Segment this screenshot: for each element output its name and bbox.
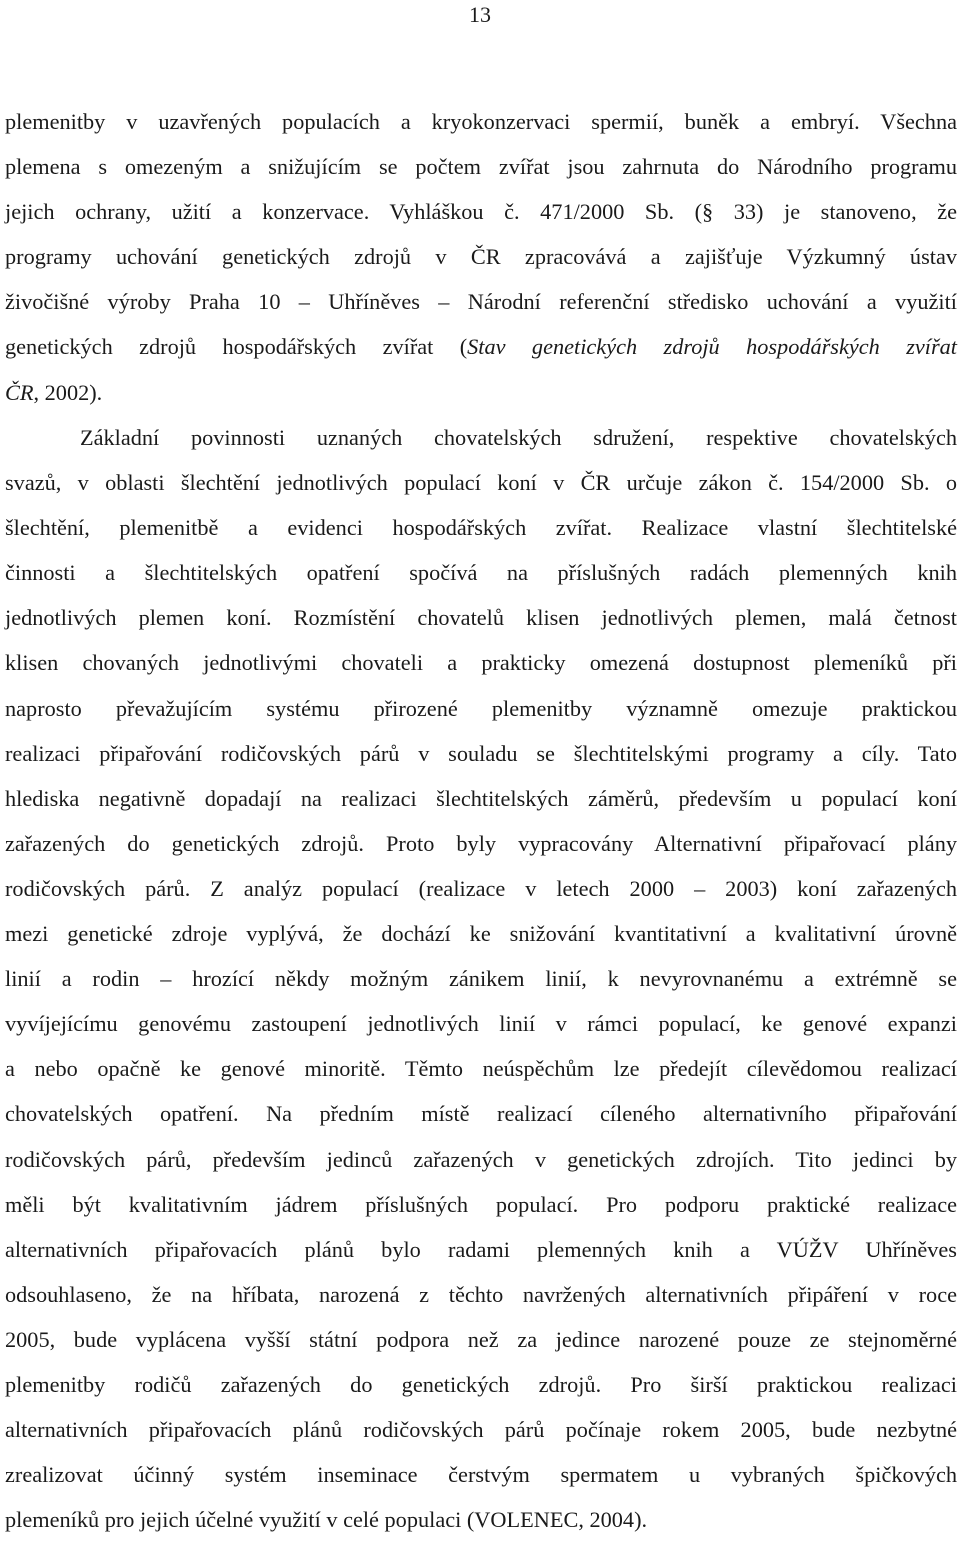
paragraph-1 xyxy=(5,99,957,415)
text-run: plemenitby v uzavřených populacích a kryokonzervaci spermií, buněk a embryí. Všechna xyxy=(5,109,957,134)
citation-title-italic: ČR xyxy=(5,379,34,405)
text-run: jejich ochrany, užití a konzervace. Vyhláškou č. 471/2000 Sb. (§ 33) je stanoveno, že xyxy=(5,199,957,225)
text-run: alternativních připařovacích plánů bylo radami plemenných knih a VÚŽV Uhříněves xyxy=(5,1236,957,1262)
paragraph-line xyxy=(5,1227,957,1272)
paragraph-line xyxy=(5,640,957,685)
text-run: jednotlivých plemen koní. Rozmístění chovatelů klisen jednotlivých plemen, malá četnost xyxy=(5,605,957,631)
paragraph-line xyxy=(5,370,957,415)
paragraph-line xyxy=(5,144,957,189)
paragraph-line xyxy=(5,686,957,731)
text-run: plemena s omezeným a snižujícím se počtem zvířat jsou zahrnuta do Národního programu xyxy=(5,154,957,180)
text-run: plemeníků pro jejich účelné využití v celé populaci (VOLENEC, 2004). xyxy=(5,1507,648,1533)
paragraph-line xyxy=(5,595,957,640)
text-run: naprosto převažujícím systému přirozené plemenitby významně omezuje praktickou xyxy=(5,695,957,721)
paragraph-line xyxy=(5,776,957,821)
paragraph-line xyxy=(5,415,957,460)
paragraph-line xyxy=(5,324,957,369)
paragraph-line xyxy=(5,821,957,866)
paragraph-line xyxy=(5,1497,957,1542)
paragraph-line xyxy=(5,1362,957,1407)
paragraph-line xyxy=(5,279,957,324)
paragraph-line xyxy=(5,550,957,595)
paragraph-line xyxy=(5,1001,957,1046)
paragraph-line xyxy=(5,1452,957,1497)
text-run: plemenitby rodičů zařazených do genetických zdrojů. Pro širší praktickou realizaci xyxy=(5,1371,957,1397)
text-run: činnosti a šlechtitelských opatření spočívá na příslušných radách plemenných knih xyxy=(5,560,957,586)
paragraph-line xyxy=(5,911,957,956)
paragraph-line xyxy=(5,460,957,505)
text-run: programy uchování genetických zdrojů v ČR zpracovává a zajišťuje Výzkumný ústav xyxy=(5,244,957,270)
text-run: hlediska negativně dopadají na realizaci šlechtitelských záměrů, především u populací koní xyxy=(5,785,957,811)
paragraph-line xyxy=(5,956,957,1001)
text-run: alternativních připařovacích plánů rodičovských párů počínaje rokem 2005, bude nezbytné xyxy=(5,1417,957,1443)
text-run: Základní povinnosti uznaných chovatelských sdružení, respektive chovatelských xyxy=(80,425,957,450)
text-run: zařazených do genetických zdrojů. Proto byly vypracovány Alternativní připařovací plány xyxy=(5,830,957,856)
page-number: 13 xyxy=(469,2,491,27)
paragraph-line xyxy=(5,866,957,911)
paragraph-2 xyxy=(5,415,957,1542)
paragraph-line xyxy=(5,505,957,550)
text-run: a nebo opačně ke genové minoritě. Těmto neúspěchům lze předejít cílevědomou realizací xyxy=(5,1056,957,1082)
text-run: vyvíjejícímu genovému zastoupení jednotlivých linií v rámci populací, ke genové expanzi xyxy=(5,1011,957,1037)
paragraph-line xyxy=(5,99,957,144)
text-run: 2005, bude vyplácena vyšší státní podpora než za jedince narozené pouze ze stejnoměrné xyxy=(5,1326,957,1352)
text-run: odsouhlaseno, že na hříbata, narozená z těchto navržených alternativních připáření v roce xyxy=(5,1281,957,1307)
text-run: linií a rodin – hrozící někdy možným zánikem linií, k nevyrovnanému a extrémně se xyxy=(5,966,957,992)
paragraph-line xyxy=(5,1407,957,1452)
paragraph-line xyxy=(5,731,957,776)
text-run: rodičovských párů, především jedinců zařazených v genetických zdrojích. Tito jedinci by xyxy=(5,1146,957,1172)
text-run: živočišné výroby Praha 10 – Uhříněves – Národní referenční středisko uchování a využití xyxy=(5,289,957,315)
paragraph-line xyxy=(5,189,957,234)
paragraph-line xyxy=(5,1091,957,1136)
text-run: genetických zdrojů hospodářských zvířat ( xyxy=(5,334,468,360)
text-run: mezi genetické zdroje vyplývá, že dochází ke snižování kvantitativní a kvalitativní úrovně xyxy=(5,921,957,947)
text-run: chovatelských opatření. Na předním místě realizací cíleného alternativního připařování xyxy=(5,1101,957,1127)
paragraph-line xyxy=(5,1137,957,1182)
text-run: , 2002). xyxy=(33,379,103,405)
paragraph-line xyxy=(5,1272,957,1317)
text-run: klisen chovaných jednotlivými chovateli a prakticky omezená dostupnost plemeníků při xyxy=(5,650,957,676)
text-run: zrealizovat účinný systém inseminace čerstvým spermatem u vybraných špičkových xyxy=(5,1462,957,1488)
text-run: realizaci připařování rodičovských párů v souladu se šlechtitelskými programy a cíly. Tato xyxy=(5,740,957,766)
paragraph-line xyxy=(5,234,957,279)
text-run: měli být kvalitativním jádrem příslušných populací. Pro podporu praktické realizace xyxy=(5,1191,957,1217)
paragraph-line xyxy=(5,1182,957,1227)
paragraph-line xyxy=(5,1046,957,1091)
text-run: svazů, v oblasti šlechtění jednotlivých populací koní v ČR určuje zákon č. 154/2000 Sb. o xyxy=(5,470,957,496)
text-run: šlechtění, plemenitbě a evidenci hospodářských zvířat. Realizace vlastní šlechtitelské xyxy=(5,515,957,541)
text-run: rodičovských párů. Z analýz populací (realizace v letech 2000 – 2003) koní zařazených xyxy=(5,875,957,901)
citation-title-italic: Stav genetických zdrojů hospodářských zvířat xyxy=(467,334,957,360)
paragraph-line xyxy=(5,1317,957,1362)
